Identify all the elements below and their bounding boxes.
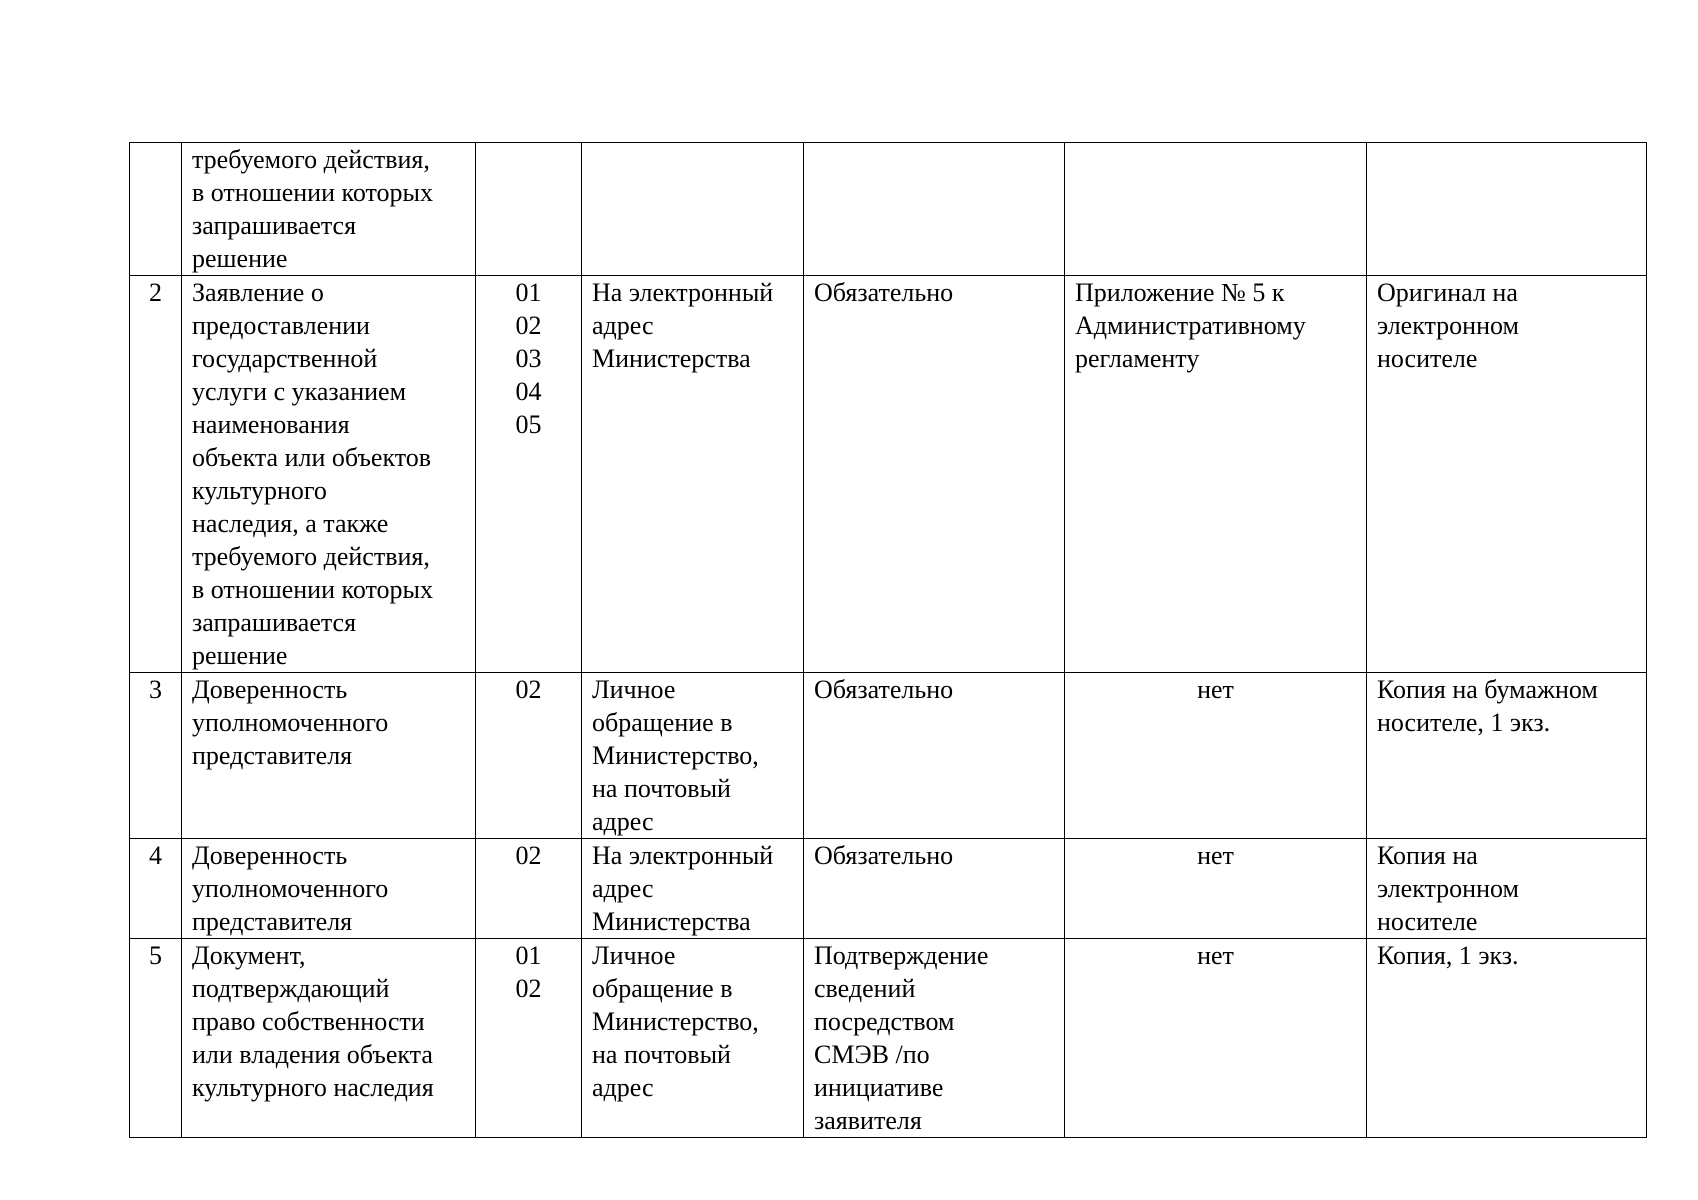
sample-form-cell: нет [1065,939,1367,1138]
document-name-cell: Документ, подтверждающий право собственности или владения объекта культурного наследия [182,939,476,1138]
submission-method-cell [582,143,804,276]
document-form-cell: Копия, 1 экз. [1367,939,1647,1138]
submission-method-cell: На электронный адрес Министерства [582,276,804,673]
submission-method-cell: Личное обращение в Министерство, на почтовый адрес [582,939,804,1138]
table-row [130,939,1647,1138]
codes-cell [476,143,582,276]
sample-form-cell: нет [1065,839,1367,939]
submission-method-cell: Личное обращение в Министерство, на почтовый адрес [582,673,804,839]
requirement-cell: Обязательно [804,839,1065,939]
row-number-cell: 5 [130,939,182,1138]
codes-cell: 02 [476,839,582,939]
codes-cell: 01 02 [476,939,582,1138]
row-number-cell [130,143,182,276]
table-row [130,143,1647,276]
document-name-cell: Доверенность уполномоченного представителя [182,673,476,839]
sample-form-cell: нет [1065,673,1367,839]
document-form-cell: Оригинал на электронном носителе [1367,276,1647,673]
document-form-cell: Копия на электронном носителе [1367,839,1647,939]
requirement-cell: Обязательно [804,276,1065,673]
sample-form-cell [1065,143,1367,276]
document-form-cell [1367,143,1647,276]
table-row [130,839,1647,939]
submission-method-cell: На электронный адрес Министерства [582,839,804,939]
row-number-cell: 2 [130,276,182,673]
table-row [130,673,1647,839]
codes-cell: 01 02 03 04 05 [476,276,582,673]
requirement-cell [804,143,1065,276]
documents-table [129,142,1647,1138]
document-name-cell: Заявление о предоставлении государственной услуги с указанием наименования объекта или объектов культурного наследия, а также требуемого действия, в отношении которых запрашивается решение [182,276,476,673]
document-name-cell: требуемого действия, в отношении которых запрашивается решение [182,143,476,276]
codes-cell: 02 [476,673,582,839]
sample-form-cell: Приложение № 5 к Административному регламенту [1065,276,1367,673]
row-number-cell: 3 [130,673,182,839]
row-number-cell: 4 [130,839,182,939]
document-form-cell: Копия на бумажном носителе, 1 экз. [1367,673,1647,839]
table-row [130,276,1647,673]
requirement-cell: Подтверждение сведений посредством СМЭВ /по инициативе заявителя [804,939,1065,1138]
document-name-cell: Доверенность уполномоченного представителя [182,839,476,939]
requirement-cell: Обязательно [804,673,1065,839]
